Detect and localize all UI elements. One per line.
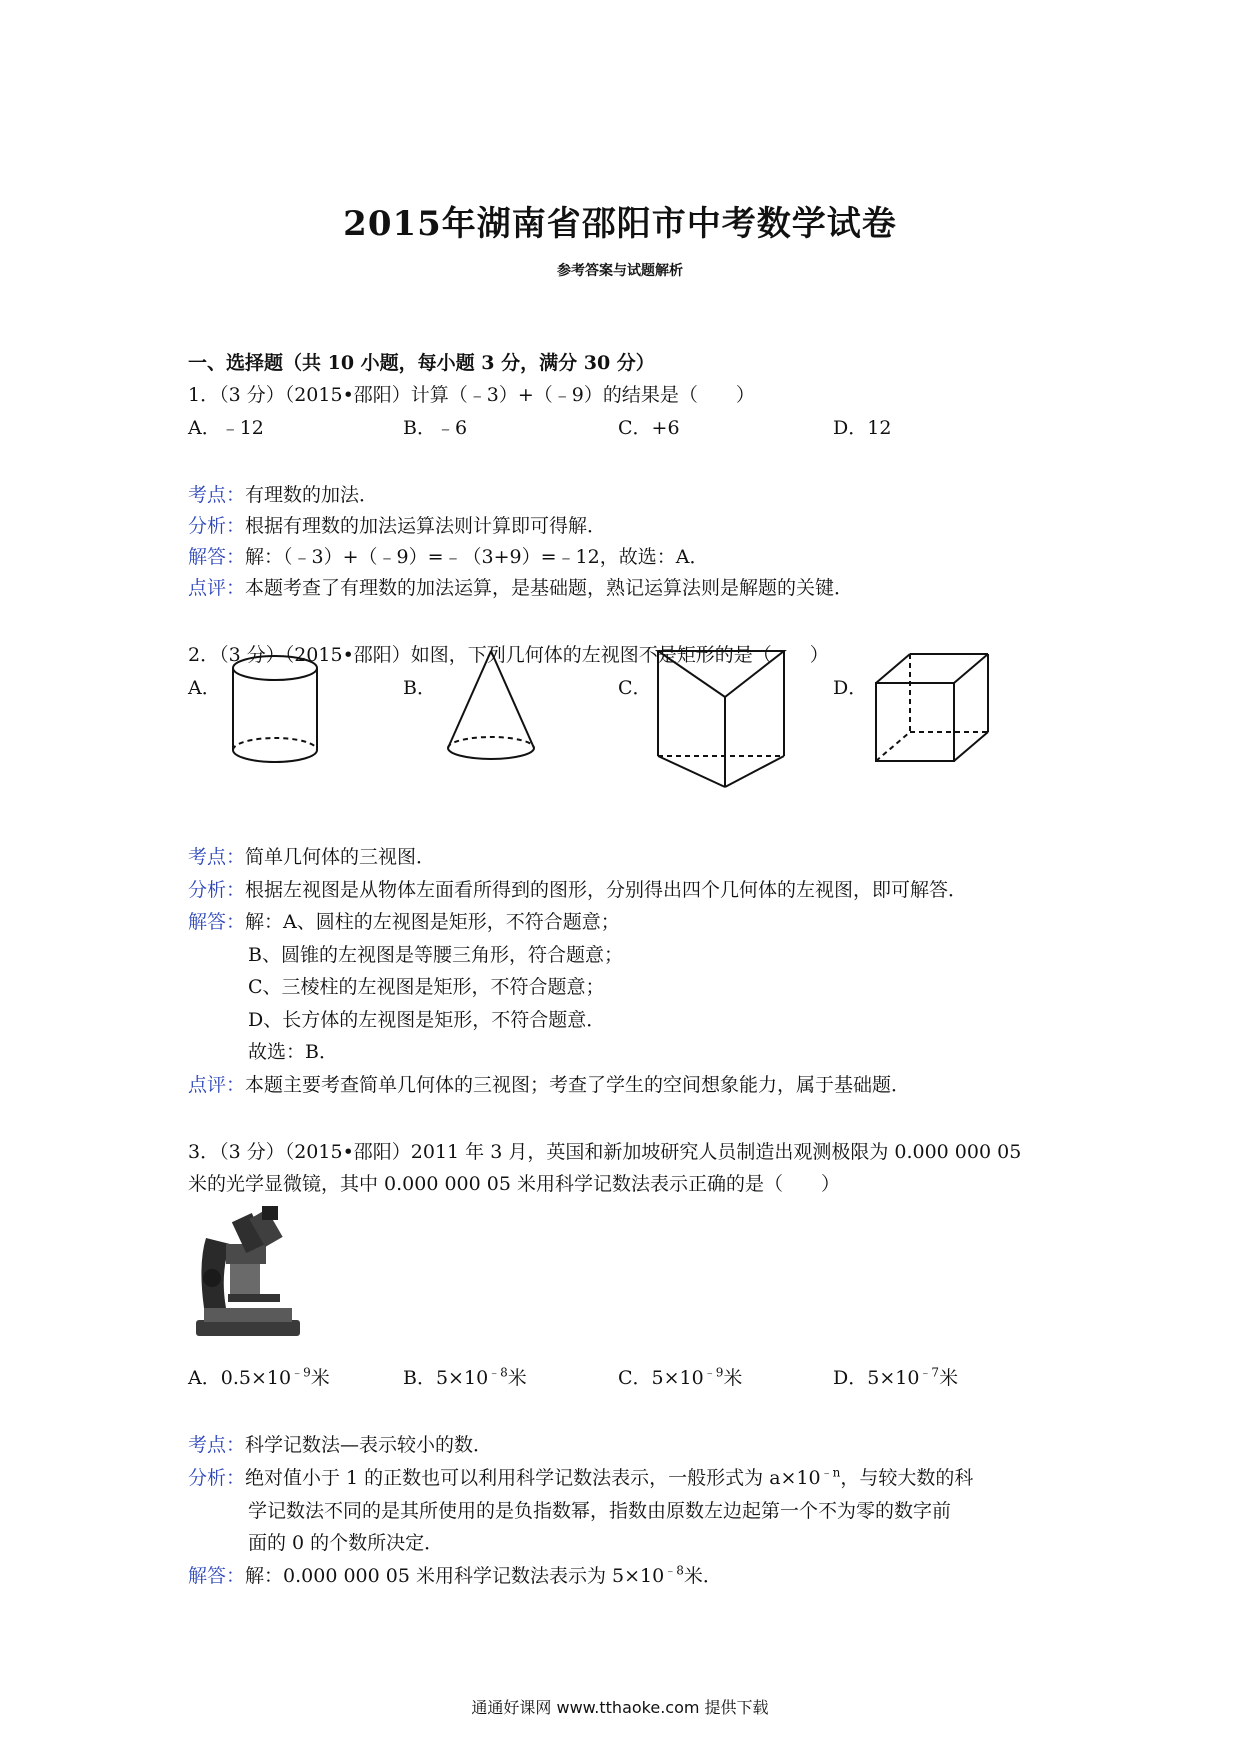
kaodian-label: 考点： bbox=[188, 1434, 246, 1456]
cuboid-figure bbox=[868, 648, 998, 768]
q1-dianping-text: 本题考查了有理数的加法运算，是基础题，熟记运算法则是解题的关键． bbox=[245, 577, 854, 599]
q3-option-c-exp: ﹣9 bbox=[703, 1365, 724, 1380]
q3-fenxi-line-1b: ，与较大数的科 bbox=[840, 1467, 974, 1489]
section-heading: 一、选择题（共 10 小题，每小题 3 分，满分 30 分） bbox=[188, 352, 655, 374]
q3-kaodian bbox=[188, 1430, 492, 1457]
q3-option-a-unit: 米 bbox=[310, 1367, 330, 1389]
q2-option-b: B． bbox=[403, 677, 436, 699]
q1-option-d: D．12 bbox=[833, 417, 892, 439]
q3-fenxi-line-2: 学记数法不同的是其所使用的是负指数幂，指数由原数左边起第一个不为零的数字前 bbox=[248, 1500, 952, 1522]
fenxi-label: 分析： bbox=[188, 879, 246, 901]
dianping-label: 点评： bbox=[188, 1074, 246, 1096]
q2-option-a: A． bbox=[188, 677, 221, 699]
q2-jieda bbox=[188, 907, 620, 934]
q1-fenxi bbox=[188, 511, 606, 538]
triangular-prism-figure bbox=[652, 646, 792, 796]
q3-option-a-exp: ﹣9 bbox=[291, 1365, 311, 1380]
q3-kaodian-text: 科学记数法—表示较小的数． bbox=[245, 1434, 493, 1456]
q2-jieda-line-5: 故选：B． bbox=[248, 1041, 338, 1063]
jieda-label: 解答： bbox=[188, 546, 246, 568]
q2-dianping-text: 本题主要考查简单几何体的三视图；考查了学生的空间想象能力，属于基础题． bbox=[245, 1074, 911, 1096]
kaodian-label: 考点： bbox=[188, 846, 246, 868]
q3-option-d-base: 5×10 bbox=[867, 1367, 920, 1389]
q3-option-b-letter: B． bbox=[403, 1367, 436, 1389]
q3-stem-line-2: 米的光学显微镜，其中 0.000 000 05 米用科学记数法表示正确的是（ ） bbox=[188, 1173, 840, 1195]
q2-fenxi-text: 根据左视图是从物体左面看所得到的图形，分别得出四个几何体的左视图，即可解答． bbox=[245, 879, 968, 901]
q1-stem: 1．（3 分）（2015•邵阳）计算（﹣3）+（﹣9）的结果是（ ） bbox=[188, 384, 755, 406]
dianping-label: 点评： bbox=[188, 577, 246, 599]
q2-option-d: D． bbox=[833, 677, 868, 699]
jieda-label: 解答： bbox=[188, 1565, 246, 1587]
q2-dianping bbox=[188, 1070, 910, 1097]
q2-kaodian-text: 简单几何体的三视图． bbox=[245, 846, 436, 868]
q3-jieda-text: 解：0.000 000 05 米用科学记数法表示为 5×10 bbox=[245, 1565, 665, 1587]
q3-option-b-unit: 米 bbox=[507, 1367, 527, 1389]
q2-jieda-line-3: C、三棱柱的左视图是矩形，不符合题意； bbox=[248, 976, 605, 998]
page-title: 2015年湖南省邵阳市中考数学试卷 bbox=[343, 204, 897, 244]
q2-option-c: C． bbox=[618, 677, 652, 699]
q1-jieda bbox=[188, 542, 708, 569]
q3-option-c-base: 5×10 bbox=[651, 1367, 704, 1389]
q1-option-a: A．﹣12 bbox=[188, 417, 264, 439]
q1-option-b: B．﹣6 bbox=[403, 417, 468, 439]
q3-jieda-exp: ﹣8 bbox=[664, 1563, 684, 1578]
q3-option-a-base: 0.5×10 bbox=[220, 1367, 292, 1389]
cone-figure bbox=[436, 645, 546, 767]
kaodian-label: 考点： bbox=[188, 484, 246, 506]
q3-option-c-unit: 米 bbox=[723, 1367, 743, 1389]
q3-option-d-exp: ﹣7 bbox=[919, 1365, 940, 1380]
q1-dianping bbox=[188, 573, 853, 600]
q1-kaodian-text: 有理数的加法． bbox=[245, 484, 379, 506]
microscope-image bbox=[190, 1204, 310, 1342]
cylinder-figure bbox=[220, 650, 330, 768]
q3-option-b bbox=[403, 1363, 527, 1390]
q3-fenxi-line-3: 面的 0 的个数所决定． bbox=[248, 1532, 444, 1554]
q3-stem-line-1: 3．（3 分）（2015•邵阳）2011 年 3 月，英国和新加坡研究人员制造出观测极限为 0.000 000 05 bbox=[188, 1141, 1022, 1163]
q2-jieda-line-2: B、圆锥的左视图是等腰三角形，符合题意； bbox=[248, 944, 623, 966]
fenxi-label: 分析： bbox=[188, 1467, 246, 1489]
footer-credit: 通通好课网 www.tthaoke.com 提供下载 bbox=[471, 1698, 769, 1717]
q3-option-a-letter: A． bbox=[188, 1367, 221, 1389]
q3-fenxi-line-1a: 绝对值小于 1 的正数也可以利用科学记数法表示，一般形式为 a×10 bbox=[245, 1467, 821, 1489]
q2-fenxi bbox=[188, 875, 967, 902]
q3-jieda bbox=[188, 1561, 722, 1588]
q2-stem: 2．（3 分）（2015•邵阳）如图，下列几何体的左视图不是矩形的是（ ） bbox=[188, 644, 829, 666]
page-subtitle: 参考答案与试题解析 bbox=[557, 263, 683, 279]
q2-jieda-line-1: 解：A、圆柱的左视图是矩形，不符合题意； bbox=[245, 911, 620, 933]
q1-jieda-text: 解：（﹣3）+（﹣9）=﹣（3+9）=﹣12，故选：A． bbox=[245, 546, 709, 568]
q1-kaodian bbox=[188, 480, 378, 507]
q2-kaodian bbox=[188, 842, 435, 869]
q3-option-b-exp: ﹣8 bbox=[488, 1365, 508, 1380]
q3-option-c bbox=[618, 1363, 742, 1390]
q3-jieda-unit: 米． bbox=[683, 1565, 722, 1587]
q3-fenxi-exp: ﹣n bbox=[820, 1465, 841, 1480]
fenxi-label: 分析： bbox=[188, 515, 246, 537]
q2-jieda-line-4: D、长方体的左视图是矩形，不符合题意． bbox=[248, 1009, 606, 1031]
q1-fenxi-text: 根据有理数的加法运算法则计算即可得解． bbox=[245, 515, 607, 537]
q3-option-a bbox=[188, 1363, 330, 1390]
q3-fenxi bbox=[188, 1463, 973, 1490]
q1-option-c: C．+6 bbox=[618, 417, 680, 439]
q3-option-c-letter: C． bbox=[618, 1367, 652, 1389]
q3-option-d-letter: D． bbox=[833, 1367, 868, 1389]
q3-option-d-unit: 米 bbox=[939, 1367, 959, 1389]
q3-option-d bbox=[833, 1363, 958, 1390]
jieda-label: 解答： bbox=[188, 911, 246, 933]
q3-option-b-base: 5×10 bbox=[435, 1367, 489, 1389]
